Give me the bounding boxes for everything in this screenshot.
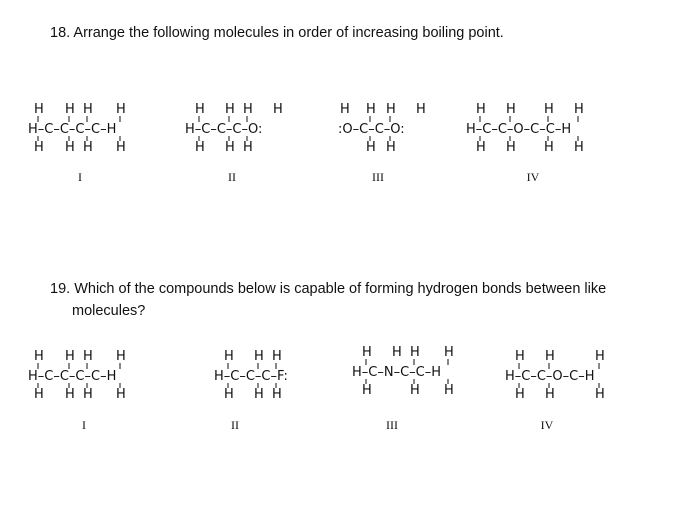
svg-text:H: H	[506, 140, 516, 155]
svg-text:H: H	[34, 102, 44, 117]
molecule-18-II	[185, 100, 295, 157]
svg-text:H–C–C–O–C–C–H: H–C–C–O–C–C–H	[466, 122, 572, 137]
svg-text:H: H	[273, 102, 283, 117]
svg-text:H: H	[83, 102, 93, 117]
svg-text:H: H	[272, 349, 282, 364]
svg-text:H: H	[65, 387, 75, 402]
label-19-II: II	[231, 418, 239, 432]
molecule-18-IV	[466, 100, 606, 157]
svg-text:H: H	[595, 349, 605, 364]
svg-text:H: H	[195, 102, 205, 117]
svg-text:H: H	[34, 387, 44, 402]
svg-text:H: H	[545, 387, 555, 402]
question-18	[50, 22, 504, 44]
question-number: 19.	[50, 281, 71, 297]
label-18-I: I	[78, 170, 82, 184]
svg-text:H–C–C–C–O:: H–C–C–C–O:	[185, 122, 263, 137]
svg-text:H: H	[544, 140, 554, 155]
svg-text:H: H	[34, 349, 44, 364]
molecule-18-III	[338, 100, 448, 157]
label-19-I: I	[82, 418, 86, 432]
question-19	[50, 278, 670, 322]
svg-text:H–C–C–C–C–H: H–C–C–C–C–H	[28, 122, 117, 137]
svg-text:H–C–C–C–F:: H–C–C–C–F:	[214, 369, 288, 384]
svg-text:H: H	[386, 102, 396, 117]
molecule-19-III	[352, 343, 482, 400]
molecule-19-IV	[505, 347, 635, 404]
svg-text:H: H	[340, 102, 350, 117]
svg-text:H: H	[65, 349, 75, 364]
svg-text:H: H	[416, 102, 426, 117]
svg-text:H: H	[34, 140, 44, 155]
svg-text:H: H	[254, 349, 264, 364]
svg-text:H: H	[545, 349, 555, 364]
svg-text:H: H	[410, 383, 420, 398]
svg-text:H: H	[444, 383, 454, 398]
svg-text:H: H	[83, 387, 93, 402]
svg-text:H: H	[574, 140, 584, 155]
svg-text:H: H	[595, 387, 605, 402]
svg-text:H: H	[243, 102, 253, 117]
svg-text:H: H	[65, 102, 75, 117]
svg-text:H: H	[83, 349, 93, 364]
molecule-19-II	[214, 347, 324, 404]
molecule-19-I	[28, 347, 148, 404]
svg-text:H: H	[272, 387, 282, 402]
svg-text:H–C–C–C–C–H: H–C–C–C–C–H	[28, 369, 117, 384]
question-text: Arrange the following molecules in order of increasing boiling point.	[73, 25, 504, 41]
svg-text:H: H	[224, 387, 234, 402]
label-19-III: III	[386, 418, 398, 432]
svg-text:H: H	[574, 102, 584, 117]
label-19-IV: IV	[540, 418, 554, 432]
svg-text:H: H	[476, 102, 486, 117]
label-18-II: II	[228, 170, 236, 184]
question-text-line1: Which of the compounds below is capable of forming hydrogen bonds between like	[74, 281, 607, 297]
question-number: 18.	[50, 25, 71, 41]
question-text-line2: molecules?	[72, 303, 146, 319]
svg-text:H: H	[515, 387, 525, 402]
svg-text:H: H	[476, 140, 486, 155]
svg-text:H: H	[544, 102, 554, 117]
svg-text:H: H	[254, 387, 264, 402]
svg-text:H: H	[410, 345, 420, 360]
svg-text:H: H	[366, 140, 376, 155]
svg-text:H: H	[362, 383, 372, 398]
label-18-IV: IV	[526, 170, 540, 184]
label-18-III: III	[372, 170, 384, 184]
svg-text:H: H	[366, 102, 376, 117]
svg-text:H: H	[362, 345, 372, 360]
svg-text:H: H	[65, 140, 75, 155]
svg-text:H: H	[83, 140, 93, 155]
svg-text:H–C–N–C–C–H: H–C–N–C–C–H	[352, 365, 442, 380]
svg-text:H: H	[116, 387, 126, 402]
svg-text:H–C–C–O–C–H: H–C–C–O–C–H	[505, 369, 595, 384]
molecule-18-I	[28, 100, 148, 157]
svg-text:H: H	[386, 140, 396, 155]
svg-text:H: H	[116, 102, 126, 117]
svg-text::O–C–C–O:: :O–C–C–O:	[338, 122, 405, 137]
svg-text:H: H	[243, 140, 253, 155]
svg-text:H: H	[116, 349, 126, 364]
svg-text:H: H	[515, 349, 525, 364]
svg-text:H: H	[392, 345, 402, 360]
svg-text:H: H	[225, 140, 235, 155]
svg-text:H: H	[506, 102, 516, 117]
svg-text:H: H	[195, 140, 205, 155]
svg-text:H: H	[444, 345, 454, 360]
svg-text:H: H	[224, 349, 234, 364]
svg-text:H: H	[116, 140, 126, 155]
svg-text:H: H	[225, 102, 235, 117]
